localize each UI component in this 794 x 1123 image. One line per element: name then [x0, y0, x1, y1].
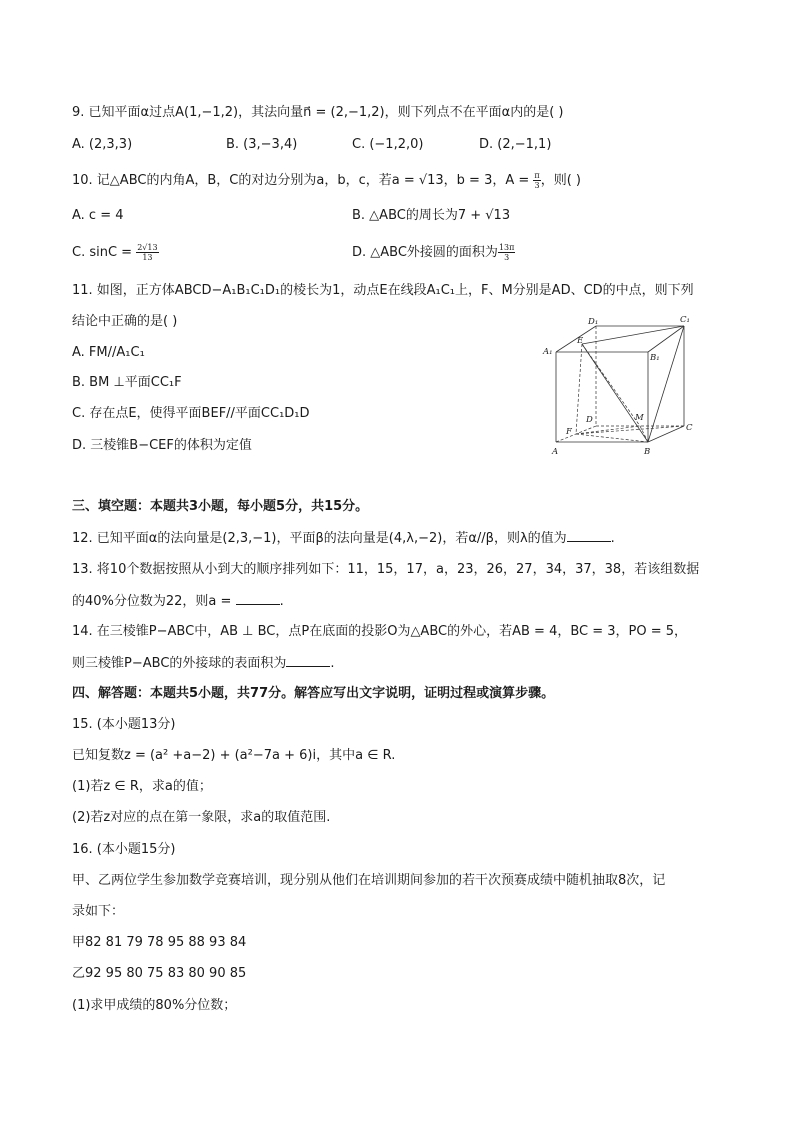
q14-line2: 则三棱锥P−ABC的外接球的表面积为 .	[72, 656, 335, 671]
q9-option-d: D. (2,−1,1)	[479, 137, 552, 152]
q11-option-b: B. BM ⊥平面CC₁F	[72, 375, 182, 390]
q12-blank	[567, 529, 611, 542]
q13-blank	[236, 592, 280, 605]
q16-heading: 16. (本小题15分)	[72, 842, 176, 857]
q16-yi-scores: 乙92 95 80 75 83 80 90 85	[72, 966, 247, 981]
q15-part-2: (2)若z对应的点在第一象限，求a的取值范围.	[72, 810, 331, 825]
section-4-heading: 四、解答题：本题共5小题，共77分。解答应写出文字说明，证明过程或演算步骤。	[72, 686, 555, 701]
q12: 12. 已知平面α的法向量是(2,3,−1)，平面β的法向量是(4,λ,−2)，若α//β，则λ的值为 .	[72, 531, 615, 546]
label-f: F	[566, 427, 572, 437]
q11-stem-line2: 结论中正确的是( )	[72, 314, 178, 329]
cube-figure	[540, 312, 700, 462]
q10-frac: $\frac{\pi}{3}$	[534, 171, 540, 190]
label-c1: C₁	[680, 315, 690, 325]
q15-heading: 15. (本小题13分)	[72, 717, 176, 732]
label-a: A	[552, 447, 559, 457]
q9-stem: 9. 已知平面α过点A(1,−1,2)，其法向量n⃗ = (2,−1,2)，则下列点不在平面α内的是( )	[72, 105, 564, 120]
q9-option-b: B. (3,−3,4)	[226, 137, 298, 152]
label-d: D	[586, 415, 593, 425]
q11-option-d: D. 三棱锥B−CEF的体积为定值	[72, 438, 252, 453]
q14-blank	[286, 654, 330, 667]
q14-line1: 14. 在三棱锥P−ABC中，AB ⊥ BC，点P在底面的投影O为△ABC的外心，若AB = 4，BC = 3，PO = 5，	[72, 624, 688, 639]
label-b: B	[644, 447, 651, 457]
label-c: C	[686, 423, 693, 433]
q16-stem-line1: 甲、乙两位学生参加数学竞赛培训，现分别从他们在培训期间参加的若干次预赛成绩中随机抽取8次，记	[72, 873, 666, 888]
q11-stem-line1: 11. 如图，正方体ABCD−A₁B₁C₁D₁的棱长为1，动点E在线段A₁C₁上，F、M分别是AD、CD的中点，则下列	[72, 283, 694, 298]
q13-line2: 的40%分位数为22，则a = .	[72, 594, 284, 609]
label-m: M	[635, 413, 644, 423]
q11-option-c: C. 存在点E，使得平面BEF//平面CC₁D₁D	[72, 406, 310, 421]
q9-option-c: C. (−1,2,0)	[352, 137, 424, 152]
q9-option-a: A. (2,3,3)	[72, 137, 133, 152]
q15-part-1: (1)若z ∈ R，求a的值；	[72, 779, 212, 794]
q13-line1: 13. 将10个数据按照从小到大的顺序排列如下：11，15，17，a，23，26，27，34，37，38，若该组数据	[72, 562, 700, 577]
q10-option-c: C. sinC = $\frac{2√13}{13}$	[72, 243, 158, 262]
label-a1: A₁	[543, 347, 553, 357]
q11-option-a: A. FM//A₁C₁	[72, 345, 145, 360]
q16-stem-line2: 录如下：	[72, 904, 125, 919]
section-3-heading: 三、填空题：本题共3小题，每小题5分，共15分。	[72, 499, 369, 514]
label-e: E	[577, 336, 584, 346]
q15-stem: 已知复数z = (a² +a−2) + (a²−7a + 6)i，其中a ∈ R.	[72, 748, 396, 763]
q16-jia-scores: 甲82 81 79 78 95 88 93 84	[72, 935, 247, 950]
q10-option-a: A. c = 4	[72, 208, 124, 223]
q16-part-1: (1)求甲成绩的80%分位数；	[72, 998, 237, 1013]
q10-stem: 10. 记△ABC的内角A，B，C的对边分别为a，b，c，若a = √13，b = 3，A = $\frac{\pi}{3}$ ，则( )	[72, 171, 581, 190]
q10-option-d: D. △ABC外接圆的面积为 $\frac{13\pi}{3}$	[352, 243, 515, 262]
label-b1: B₁	[650, 353, 660, 363]
label-d1: D₁	[588, 317, 599, 327]
q10-option-b: B. △ABC的周长为7 + √13	[352, 208, 511, 223]
